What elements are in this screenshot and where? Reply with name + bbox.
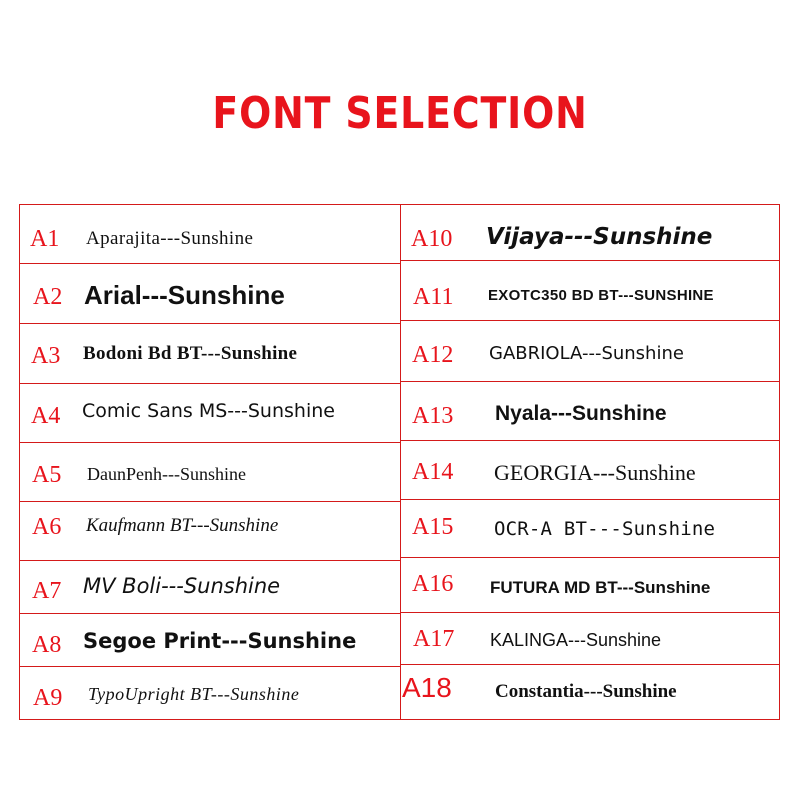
font-sample: FUTURA MD BT---Sunshine xyxy=(490,578,711,597)
row-divider xyxy=(19,560,400,561)
font-sample: GABRIOLA---Sunshine xyxy=(489,343,684,364)
font-code: A18 xyxy=(402,672,452,703)
font-sample: Vijaya---Sunshine xyxy=(486,224,713,250)
font-sample: Segoe Print---Sunshine xyxy=(83,629,357,653)
font-code: A15 xyxy=(412,514,454,540)
font-sample: KALINGA---Sunshine xyxy=(490,630,662,650)
font-code: A9 xyxy=(33,685,63,711)
font-code: A17 xyxy=(413,626,455,652)
row-divider xyxy=(400,260,780,261)
font-sample: MV Boli---Sunshine xyxy=(83,574,281,598)
font-sample: Nyala---Sunshine xyxy=(495,402,667,425)
row-divider xyxy=(19,666,400,667)
font-code: A8 xyxy=(32,632,62,658)
row-divider xyxy=(19,613,400,614)
font-code: A1 xyxy=(30,226,60,252)
row-divider xyxy=(19,383,400,384)
row-divider xyxy=(400,381,780,382)
font-sample: EXOTC350 BD BT---SUNSHINE xyxy=(488,287,714,304)
font-sample: Arial---Sunshine xyxy=(84,280,285,310)
row-divider xyxy=(19,263,400,264)
font-sample: OCR-A BT---Sunshine xyxy=(494,518,716,540)
font-code: A7 xyxy=(32,578,62,604)
font-code: A16 xyxy=(412,571,454,597)
font-sample: Kaufmann BT---Sunshine xyxy=(86,515,279,536)
row-divider xyxy=(400,664,780,665)
row-divider xyxy=(19,323,400,324)
row-divider xyxy=(19,501,400,502)
font-sample: Comic Sans MS---Sunshine xyxy=(82,400,335,422)
row-divider xyxy=(400,440,780,441)
row-divider xyxy=(400,320,780,321)
font-code: A13 xyxy=(412,403,454,429)
font-code: A5 xyxy=(32,462,62,488)
column-divider xyxy=(400,204,401,720)
row-divider xyxy=(400,499,780,500)
font-code: A12 xyxy=(412,342,454,368)
row-divider xyxy=(19,442,400,443)
font-sample: DaunPenh---Sunshine xyxy=(87,464,246,484)
row-divider xyxy=(400,557,780,558)
font-sample: Aparajita---Sunshine xyxy=(86,228,254,249)
font-code: A10 xyxy=(411,226,453,252)
font-code: A2 xyxy=(33,284,63,310)
font-code: A3 xyxy=(31,343,61,369)
font-code: A6 xyxy=(32,514,62,540)
font-sample: TypoUpright BT---Sunshine xyxy=(88,684,300,704)
font-sample: GEORGIA---Sunshine xyxy=(494,460,696,485)
font-code: A11 xyxy=(413,284,454,310)
font-code: A4 xyxy=(31,403,61,429)
font-sample: Bodoni Bd BT---Sunshine xyxy=(83,343,298,364)
page-title: FONT SELECTION xyxy=(212,88,588,139)
font-sample: Constantia---Sunshine xyxy=(495,681,677,702)
font-code: A14 xyxy=(412,459,454,485)
row-divider xyxy=(400,612,780,613)
